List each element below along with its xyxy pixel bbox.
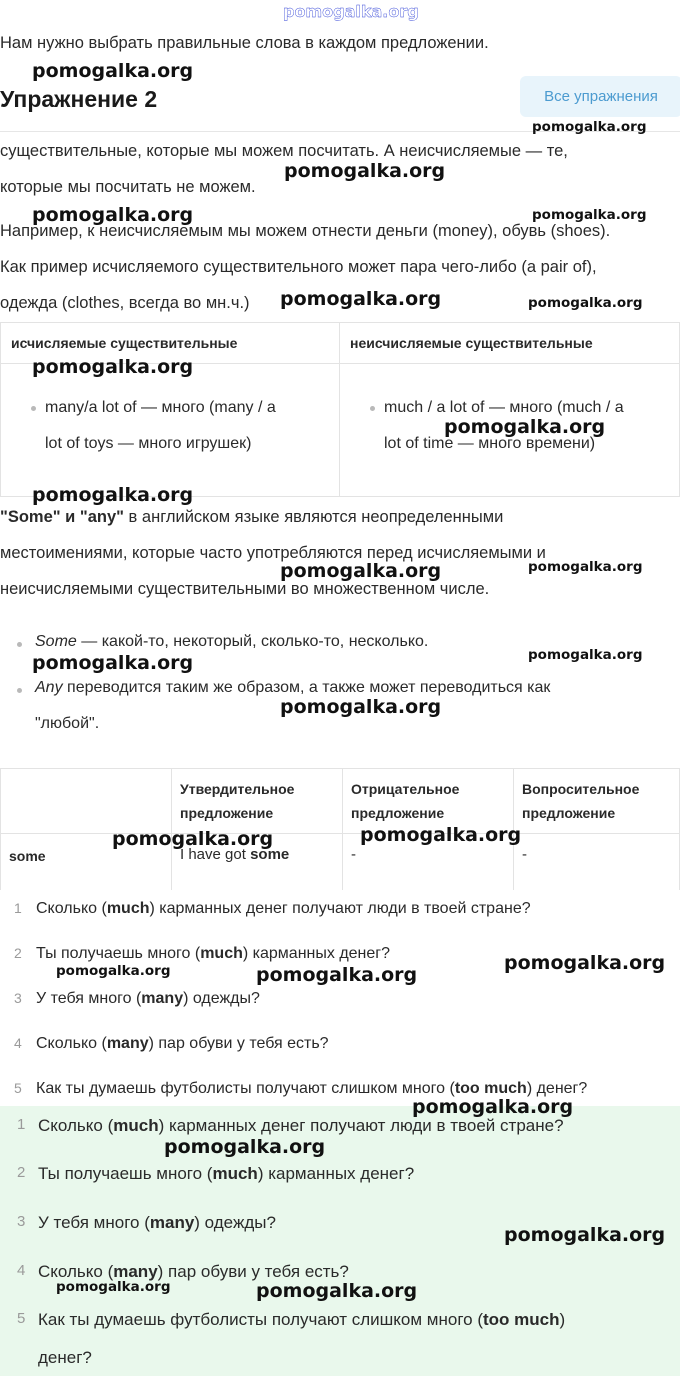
watermark-top: pomogalka.org: [283, 2, 419, 21]
term-desc: — какой-то, некоторый, сколько-то, несколько.: [76, 633, 429, 650]
theory-line: Например, к неисчисляемым мы можем отнести деньги (money), обувь (shoes).: [0, 222, 611, 240]
term-any: Any: [35, 679, 63, 696]
watermark: pomogalka.org: [532, 119, 647, 135]
watermark: pomogalka.org: [32, 204, 194, 226]
table-row-label: some: [1, 834, 172, 891]
watermark: pomogalka.org: [32, 60, 194, 82]
watermark: pomogalka.org: [504, 1224, 666, 1246]
watermark: pomogalka.org: [280, 696, 442, 718]
watermark: pomogalka.org: [532, 207, 647, 223]
some-any-text: в английском языке являются неопределенными: [123, 508, 504, 526]
table-header: Утвердительное предложение: [172, 769, 343, 834]
watermark: pomogalka.org: [444, 416, 606, 438]
watermark: pomogalka.org: [32, 356, 194, 378]
term-desc: переводится таким же образом, а также может переводиться как: [62, 679, 551, 696]
table-cell: [1, 364, 340, 497]
table-header: [1, 769, 172, 834]
watermark: pomogalka.org: [56, 963, 171, 979]
theory-line: существительные, которые мы можем посчитать. А неисчисляемые — те,: [0, 142, 568, 160]
theory-line: Как пример исчисляемого существительного может пара чего-либо (a pair of),: [0, 258, 597, 276]
all-exercises-button[interactable]: Все упражнения: [520, 76, 680, 117]
watermark: pomogalka.org: [504, 952, 666, 974]
intro-text: Нам нужно выбрать правильные слова в каждом предложении.: [0, 34, 489, 52]
table-header: неисчисляемые существительные: [340, 323, 680, 364]
some-any-table: [0, 768, 680, 890]
exercise-title: Упражнение 2: [0, 86, 158, 112]
list-item: many/a lot of — много (many / a: [1, 390, 339, 426]
watermark: pomogalka.org: [112, 828, 274, 850]
table-cell: I have got some: [172, 834, 343, 891]
watermark: pomogalka.org: [280, 560, 442, 582]
watermark: pomogalka.org: [32, 652, 194, 674]
some-any-line: неисчисляемыми существительными во множественном числе.: [0, 580, 490, 598]
some-any-table-wrap: [0, 768, 680, 890]
watermark: pomogalka.org: [360, 824, 522, 846]
watermark: pomogalka.org: [412, 1096, 574, 1118]
watermark: pomogalka.org: [56, 1279, 171, 1295]
watermark: pomogalka.org: [256, 964, 418, 986]
list-item-cont: lot of time — много времени): [384, 435, 596, 452]
theory-line: которые мы посчитать не можем.: [0, 178, 256, 196]
watermark: pomogalka.org: [528, 647, 643, 663]
table-header: Вопросительное предложение: [514, 769, 680, 834]
watermark: pomogalka.org: [256, 1280, 418, 1302]
watermark: pomogalka.org: [528, 295, 643, 311]
list-item-cont: lot of toys — много игрушек): [45, 435, 252, 452]
watermark: pomogalka.org: [164, 1136, 326, 1158]
term-some: Some: [35, 633, 77, 650]
some-any-line: местоимениями, которые часто употребляются перед исчисляемыми и: [0, 544, 546, 562]
theory-line: одежда (clothes, всегда во мн.ч.): [0, 294, 250, 312]
table-cell: -: [514, 834, 680, 891]
watermark: pomogalka.org: [32, 484, 194, 506]
some-any-term: "Some" и "any": [0, 508, 124, 526]
countable-table: [0, 322, 680, 497]
watermark: pomogalka.org: [528, 559, 643, 575]
list-item: much / a lot of — много (much / a: [340, 390, 679, 426]
watermark: pomogalka.org: [280, 288, 442, 310]
table-header: исчисляемые существительные: [1, 323, 340, 364]
table-header: Отрицательное предложение: [343, 769, 514, 834]
watermark: pomogalka.org: [284, 160, 446, 182]
table-cell: -: [343, 834, 514, 891]
some-any-line: [0, 508, 503, 527]
